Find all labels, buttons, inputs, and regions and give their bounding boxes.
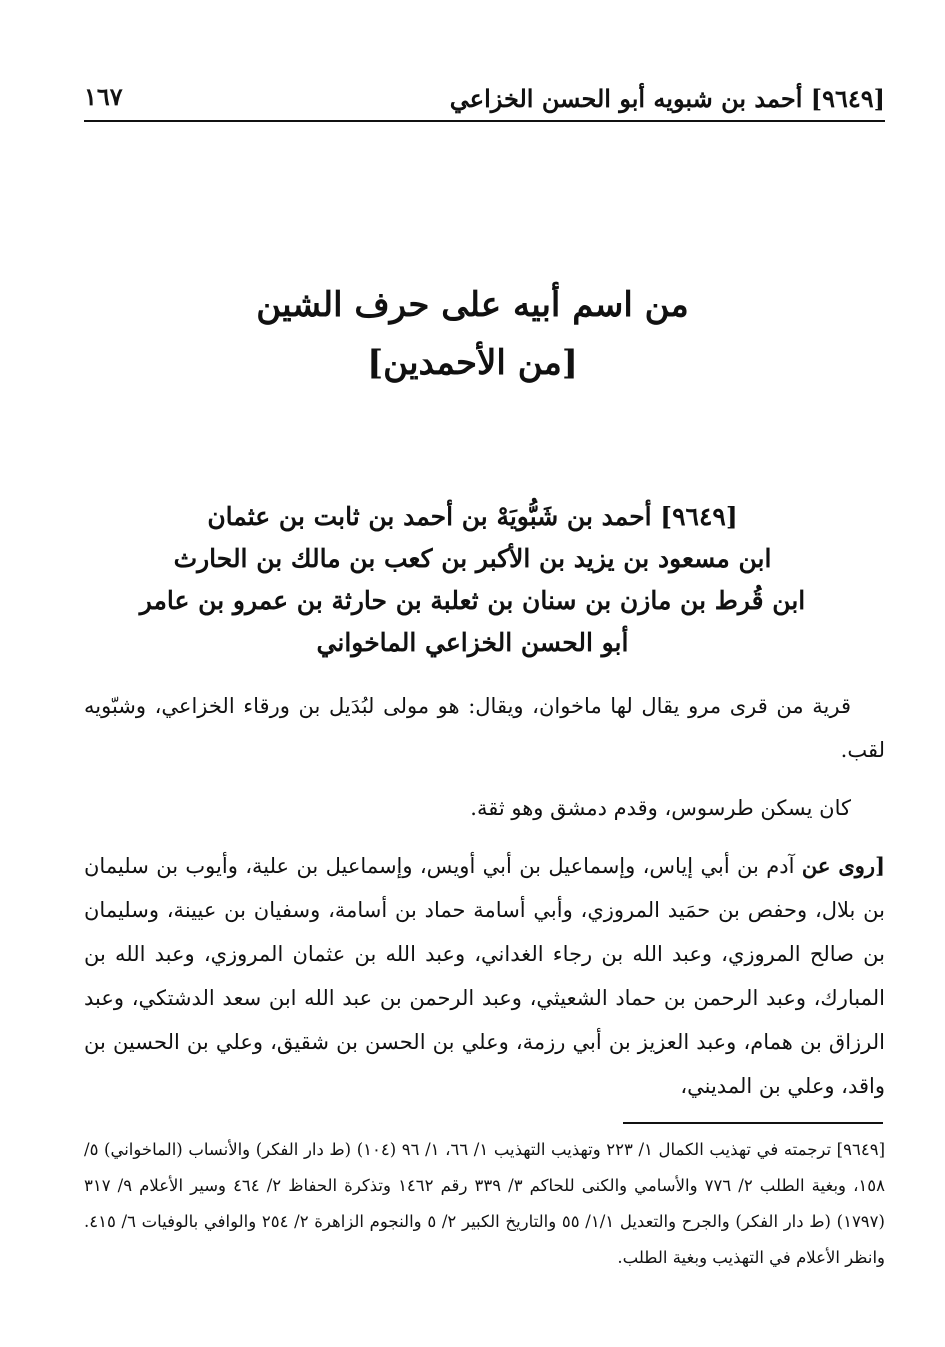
running-title: [٩٦٤٩] أحمد بن شبويه أبو الحسن الخزاعي bbox=[449, 84, 885, 113]
chapter-heading-line-1: من اسم أبيه على حرف الشين bbox=[256, 285, 689, 325]
running-header bbox=[84, 80, 885, 122]
chapter-heading-line-2: [من الأحمدين] bbox=[367, 343, 578, 383]
entry-heading bbox=[120, 496, 825, 664]
narrated-from-lead: [روى عن bbox=[801, 853, 886, 878]
page-number: ١٦٧ bbox=[84, 82, 123, 111]
footnote-divider bbox=[623, 1122, 883, 1124]
body-paragraph-2: كان يسكن طرسوس، وقدم دمشق وهو ثقة. bbox=[470, 796, 851, 820]
footnote-text: [٩٦٤٩] ترجمته في تهذيب الكمال ١/ ٢٢٣ وتهذيب التهذيب ١/ ٦٦، ١/ ٩٦ (١٠٤) (ط دار الفكر) والأنساب (الماخواني) ٥/ ١٥٨، وبغية الطلب ٢/ ٧٧٦ والأسامي والكنى للحاكم ٣/ ٣٣٩ رقم ١٤٦٢ وتذكرة الحفاظ ٢/ ٤٦٤ وسير الأعلام ٩/ ٣١٧ (١٧٩٧) (ط دار الفكر) والجرح والتعديل ١/١/ ٥٥ والتاريخ الكبير ٢/ ٥ والنجوم الزاهرة ٢/ ٢٥٤ والوافي بالوفيات ٦/ ٤١٥. وانظر الأعلام في التهذيب وبغية الطلب. bbox=[84, 1140, 886, 1267]
narrated-from-list: آدم بن أبي إياس، وإسماعيل بن أبي أويس، وإسماعيل بن علية، وأيوب بن سليمان بن بلال، وحفص بن حمَيد المروزي، وأبي أسامة حماد بن أسامة، وسفيان بن عيينة، وسليمان بن صالح المروزي، وعبد الله بن رجاء الغداني، وعبد الله بن عثمان المروزي، وعبد الله بن المبارك، وعبد الرحمن بن حماد الشعيثي، وعبد الرحمن بن عبد الله ابن سعد الدشتكي، وعبد الرزاق بن همام، وعبد العزيز بن أبي رزمة، وعلي بن الحسن بن شقيق، وعلي بن الحسين بن واقد، وعلي بن المديني، bbox=[84, 854, 886, 1098]
footnote bbox=[84, 1132, 885, 1276]
entry-heading-line-4: أبو الحسن الخزاعي الماخواني bbox=[316, 628, 629, 657]
entry-heading-line-2: ابن مسعود بن يزيد بن الأكبر بن كعب بن مالك بن الحارث bbox=[173, 544, 772, 573]
chapter-heading bbox=[0, 276, 945, 392]
entry-body bbox=[84, 684, 885, 1108]
entry-heading-line-3: ابن قُرط بن مازن بن سنان بن ثعلبة بن حارثة بن عمرو بن عامر bbox=[139, 586, 806, 615]
body-paragraph-1: قرية من قرى مرو يقال لها ماخوان، ويقال: هو مولى لبُدَيل بن ورقاء الخزاعي، وشبّويه لقب. bbox=[84, 694, 885, 762]
body-paragraph-3 bbox=[84, 844, 885, 1108]
entry-heading-line-1: [٩٦٤٩] أحمد بن شَبُّويَهْ بن أحمد بن ثابت بن عثمان bbox=[207, 502, 738, 531]
